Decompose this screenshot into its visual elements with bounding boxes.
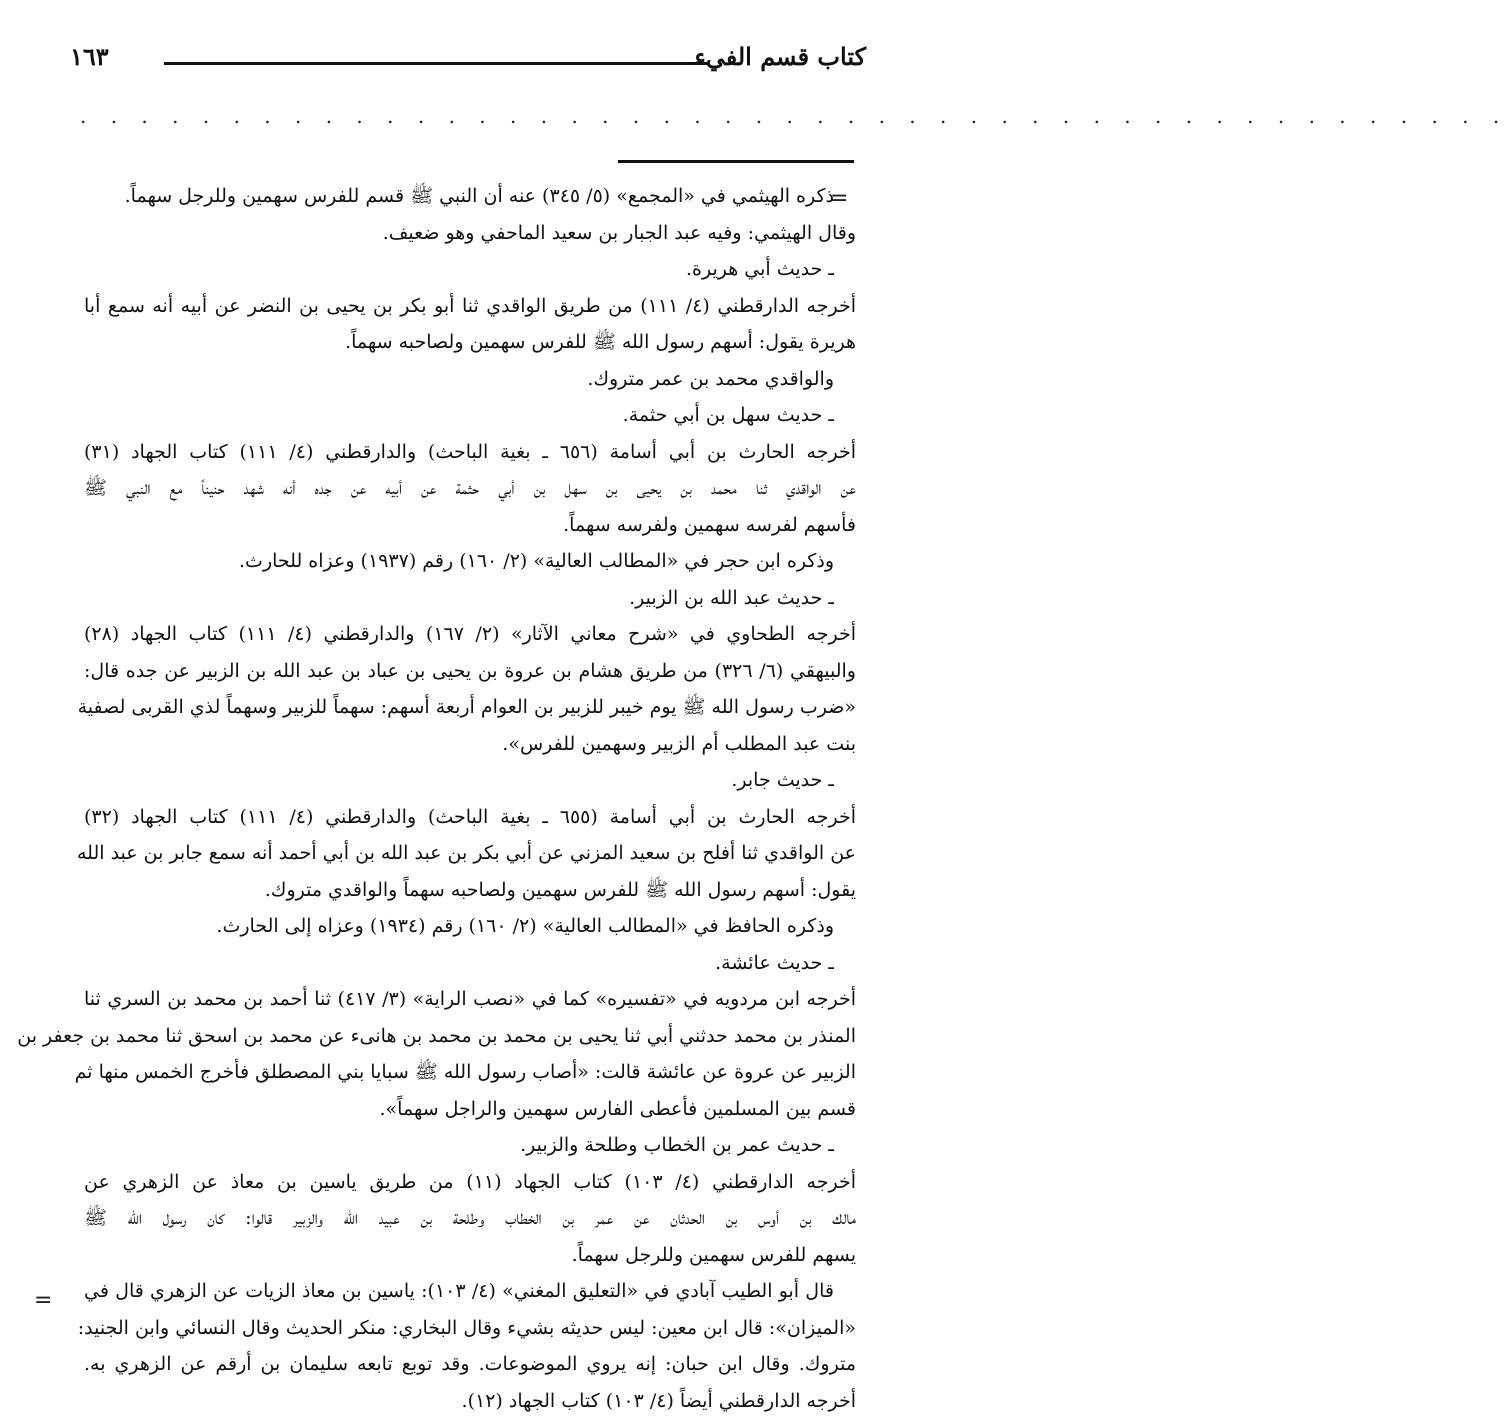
text-line: الزبير عن عروة عن عائشة قالت: «أصاب رسول الله ﷺ سبايا بني المصطلق فأخرج الخمس منها ثم bbox=[84, 1054, 856, 1091]
text-line: أخرجه الدارقطني أيضاً (٤/ ١٠٣) كتاب الجهاد (١٢). bbox=[84, 1383, 856, 1419]
text-line: ـ حديث جابر. bbox=[84, 762, 856, 799]
continuation-mark-bottom: = bbox=[34, 1288, 52, 1313]
text-line: عن الواقدي ثنا أفلح بن سعيد المزني عن أبي بكر بن عبد الله بن أبي أحمد أنه سمع جابر بن عبد الله bbox=[84, 835, 856, 872]
text-line: ـ حديث عمر بن الخطاب وطلحة والزبير. bbox=[84, 1127, 856, 1164]
text-line: يسهم للفرس سهمين وللرجل سهماً. bbox=[84, 1237, 856, 1274]
text-line: المنذر بن محمد حدثني أبي ثنا يحيى بن محمد بن محمد بن هانىء عن محمد بن اسحق ثنا محمد بن جعفر بن bbox=[84, 1018, 856, 1055]
text-line: ـ حديث أبي هريرة. bbox=[84, 251, 856, 288]
text-line: وقال الهيثمي: وفيه عبد الجبار بن سعيد الماحفي وهو ضعيف. bbox=[84, 215, 856, 252]
text-line: وذكره الحافظ في «المطالب العالية» (٢/ ١٦٠) رقم (١٩٣٤) وعزاه إلى الحارث. bbox=[84, 908, 856, 945]
text-line: أخرجه الدارقطني (٤/ ١٠٣) كتاب الجهاد (١١) من طريق ياسين بن معاذ عن الزهري عن bbox=[84, 1164, 856, 1201]
continuation-mark-top: = bbox=[830, 186, 848, 211]
footnote-body bbox=[84, 178, 856, 1419]
running-header bbox=[68, 38, 868, 78]
text-line: والواقدي محمد بن عمر متروك. bbox=[84, 361, 856, 398]
text-line: «الميزان»: قال ابن معين: ليس حديثه بشيء وقال البخاري: منكر الحديث وقال النسائي وابن الجنيد: bbox=[84, 1310, 856, 1347]
footnote-rule bbox=[618, 160, 854, 163]
text-line: ـ حديث سهل بن أبي حثمة. bbox=[84, 397, 856, 434]
text-line: مالك بن أوس بن الحدثان عن عمر بن الخطاب وطلحة بن عبيد الله والزبير قالوا: كان رسول الله ﷺ bbox=[84, 1200, 856, 1237]
text-line: أخرجه الدارقطني (٤/ ١١١) من طريق الواقدي ثنا أبو بكر بن يحيى بن النضر عن أبيه أنه سمع أبا bbox=[84, 288, 856, 325]
text-line: يقول: أسهم رسول الله ﷺ للفرس سهمين ولصاحبه سهماً والواقدي متروك. bbox=[84, 872, 856, 909]
text-line: والبيهقي (٦/ ٣٢٦) من طريق هشام بن عروة بن يحيى بن عباد بن عبد الله بن الزبير عن جده قال: bbox=[84, 653, 856, 690]
page-number: ١٦٣ bbox=[70, 42, 109, 71]
text-line: متروك. وقال ابن حبان: إنه يروي الموضوعات. وقد توبع تابعه سليمان بن أرقم عن الزهري به. bbox=[84, 1346, 856, 1383]
text-line: هريرة يقول: أسهم رسول الله ﷺ للفرس سهمين ولصاحبه سهماً. bbox=[84, 324, 856, 361]
text-line: وذكره ابن حجر في «المطالب العالية» (٢/ ١٦٠) رقم (١٩٣٧) وعزاه للحارث. bbox=[84, 543, 856, 580]
text-line: قسم بين المسلمين فأعطى الفارس سهمين والراجل سهماً». bbox=[84, 1091, 856, 1128]
chapter-title: كتاب قسم الفيء bbox=[694, 42, 866, 71]
text-line: ذكره الهيثمي في «المجمع» (٥/ ٣٤٥) عنه أن النبي ﷺ قسم للفرس سهمين وللرجل سهماً. bbox=[84, 178, 856, 215]
text-line: فأسهم لفرسه سهمين ولفرسه سهماً. bbox=[84, 507, 856, 544]
text-line: قال أبو الطيب آبادي في «التعليق المغني» (٤/ ١٠٣): ياسين بن معاذ الزيات عن الزهري قال في bbox=[84, 1273, 856, 1310]
text-line: بنت عبد المطلب أم الزبير وسهمين للفرس». bbox=[84, 726, 856, 763]
text-line: أخرجه الحارث بن أبي أسامة (٦٥٥ ـ بغية الباحث) والدارقطني (٤/ ١١١) كتاب الجهاد (٣٢) bbox=[84, 799, 856, 836]
text-line: ـ حديث عبد الله بن الزبير. bbox=[84, 580, 856, 617]
text-line: أخرجه ابن مردويه في «تفسيره» كما في «نصب الراية» (٣/ ٤١٧) ثنا أحمد بن محمد بن السري ثنا bbox=[84, 981, 856, 1018]
text-line: ـ حديث عائشة. bbox=[84, 945, 856, 982]
text-line: عن الواقدي ثنا محمد بن يحيى بن سهل بن أبي حثمة عن أبيه عن جده أنه شهد حنيناً مع النبي ﷺ bbox=[84, 470, 856, 507]
text-line: «ضرب رسول الله ﷺ يوم خيبر للزبير بن العوام أربعة أسهم: سهماً للزبير وسهماً لذي القربى لصفية bbox=[84, 689, 856, 726]
text-line: أخرجه الطحاوي في «شرح معاني الآثار» (٢/ ١٦٧) والدارقطني (٤/ ١١١) كتاب الجهاد (٢٨) bbox=[84, 616, 856, 653]
dotted-separator: . . . . . . . . . . . . . . . . . . . . . . . . . . . . . . . . . . . . . . . . . . . . . . . bbox=[80, 104, 855, 128]
header-rule bbox=[164, 62, 708, 65]
text-line: أخرجه الحارث بن أبي أسامة (٦٥٦ ـ بغية الباحث) والدارقطني (٤/ ١١١) كتاب الجهاد (٣١) bbox=[84, 434, 856, 471]
